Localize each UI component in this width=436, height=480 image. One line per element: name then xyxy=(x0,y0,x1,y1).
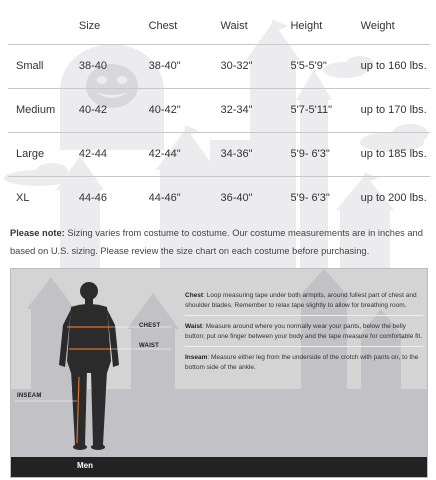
column-header-waist: Waist xyxy=(220,8,290,45)
column-header-height: Height xyxy=(289,8,359,45)
inseam-term: Inseam xyxy=(185,354,208,361)
column-header-chest: Chest xyxy=(148,8,220,45)
chest-term: Chest xyxy=(185,292,204,299)
row-label: XL xyxy=(16,192,30,204)
waist-cell: 34-36" xyxy=(220,133,290,177)
table-row xyxy=(8,133,430,177)
note-text: Sizing varies from costume to costume. Our costume measurements are in inches and based on U.S. sizing. Please review the size chart on each costume before purchasing. xyxy=(10,228,423,256)
waist-cell: 36-40" xyxy=(220,192,253,204)
weight-cell: up to 200 lbs. xyxy=(360,192,427,204)
size-chart-table xyxy=(8,8,430,220)
size-cell: 38-40 xyxy=(78,45,148,89)
inseam-measure-label: INSEAM xyxy=(17,393,42,399)
height-cell: 5'9- 6'3" xyxy=(289,133,359,177)
table-row xyxy=(8,45,430,89)
measurement-descriptions xyxy=(185,289,423,381)
body-figure-illustration xyxy=(11,269,181,459)
chest-measure-label: CHEST xyxy=(139,323,161,329)
size-cell: 40-42 xyxy=(78,89,148,133)
chest-cell: 40-42" xyxy=(148,89,220,133)
column-header-weight: Weight xyxy=(360,8,430,45)
row-label: Large xyxy=(8,133,78,177)
weight-cell: up to 185 lbs. xyxy=(360,133,430,177)
table-row xyxy=(8,89,430,133)
sizing-note xyxy=(10,224,428,260)
inseam-description-text: : Measure either leg from the underside of the crotch with pants on, to the bottom side of the ankle. xyxy=(185,354,419,371)
height-cell: 5'9- 6'3" xyxy=(290,192,330,204)
chest-description-text: : Loop measuring tape under both armpits, around fullest part of chest and shoulder blades. Remember to relax tape slightly to allow for breathing room. xyxy=(185,292,417,309)
row-label: Medium xyxy=(8,89,78,133)
note-label: Please note: xyxy=(10,228,65,238)
size-table-header-row xyxy=(8,8,430,45)
chest-cell: 44-46" xyxy=(148,192,181,204)
size-cell: 44-46 xyxy=(78,192,108,204)
waist-cell: 32-34" xyxy=(220,89,290,133)
inseam-description xyxy=(185,351,423,377)
waist-description xyxy=(185,320,423,347)
chest-description xyxy=(185,289,423,316)
guide-footer-bar xyxy=(11,457,427,477)
gender-label: Men xyxy=(77,461,93,470)
measurement-guide-panel xyxy=(10,268,428,478)
chest-cell: 38-40" xyxy=(148,45,220,89)
column-header-size: Size xyxy=(78,8,148,45)
weight-cell: up to 160 lbs. xyxy=(360,45,430,89)
chest-cell: 42-44" xyxy=(148,133,220,177)
waist-term: Waist xyxy=(185,323,203,330)
size-cell: 42-44 xyxy=(78,133,148,177)
waist-measure-label: WAIST xyxy=(139,343,159,349)
waist-cell: 30-32" xyxy=(220,45,290,89)
waist-description-text: : Measure around where you normally wear your pants, below the belly button; put one finger between your body and the tape measure for comfortable fit. xyxy=(185,323,423,340)
column-header xyxy=(8,8,78,45)
row-label: Small xyxy=(8,45,78,89)
table-row xyxy=(8,177,430,221)
height-cell: 5'5-5'9" xyxy=(289,45,359,89)
weight-cell: up to 170 lbs. xyxy=(360,89,430,133)
height-cell: 5'7-5'11" xyxy=(289,89,359,133)
